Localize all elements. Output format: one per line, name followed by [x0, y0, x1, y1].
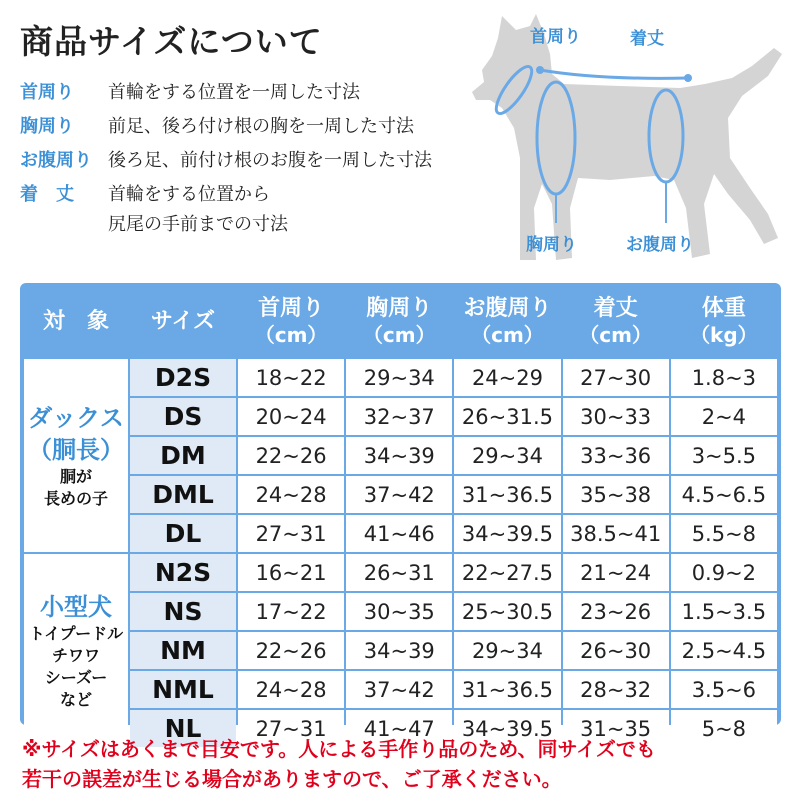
disclaimer-note	[22, 734, 792, 794]
dog-label-neck: 首周り	[530, 27, 581, 47]
weight-cell: 4.5~6.5	[671, 476, 777, 513]
definition-chest	[20, 112, 490, 142]
size-cell: NL	[130, 710, 236, 747]
chest-cell: 34~39	[346, 437, 452, 474]
weight-cell: 3.5~6	[671, 671, 777, 708]
table-header-row	[24, 287, 777, 357]
group-subtitle: シーズー	[44, 667, 108, 687]
chest-cell: 37~42	[346, 671, 452, 708]
weight-cell: 2~4	[671, 398, 777, 435]
size-cell: D2S	[130, 359, 236, 396]
length-cell: 21~24	[563, 554, 669, 591]
header-label: 首周り	[258, 296, 325, 321]
weight-cell: 5.5~8	[671, 515, 777, 552]
header-chest	[346, 287, 452, 357]
size-table-wrapper	[20, 283, 781, 743]
weight-cell: 3~5.5	[671, 437, 777, 474]
neck-cell: 24~28	[238, 476, 344, 513]
length-cell: 28~32	[563, 671, 669, 708]
table-row	[24, 632, 777, 669]
definition-belly	[20, 146, 490, 176]
belly-cell: 34~39.5	[454, 515, 560, 552]
weight-cell: 1.8~3	[671, 359, 777, 396]
table-row	[24, 671, 777, 708]
weight-cell: 0.9~2	[671, 554, 777, 591]
length-cell: 26~30	[563, 632, 669, 669]
group-subtitle: 胴が	[59, 466, 92, 486]
note-line: ※サイズはあくまで目安です。人による手作り品のため、同サイズでも	[22, 737, 656, 761]
chest-cell: 26~31	[346, 554, 452, 591]
definition-line: 前足、後ろ付け根の胸を一周した寸法	[108, 116, 414, 137]
table-row	[24, 593, 777, 630]
definition-text	[108, 78, 360, 108]
neck-cell: 20~24	[238, 398, 344, 435]
chest-cell: 37~42	[346, 476, 452, 513]
header-unit: （kg）	[690, 323, 758, 347]
length-cell: 27~30	[563, 359, 669, 396]
size-cell: N2S	[130, 554, 236, 591]
belly-cell: 31~36.5	[454, 671, 560, 708]
chest-cell: 30~35	[346, 593, 452, 630]
length-cell: 30~33	[563, 398, 669, 435]
chest-cell: 29~34	[346, 359, 452, 396]
table-row	[24, 554, 777, 591]
group-subtitle: トイプードル	[28, 623, 124, 643]
belly-cell: 24~29	[454, 359, 560, 396]
length-cell: 33~36	[563, 437, 669, 474]
table-row	[24, 476, 777, 513]
definition-line: 後ろ足、前付け根のお腹を一周した寸法	[108, 150, 432, 171]
header-neck	[238, 287, 344, 357]
header-size: サイズ	[130, 287, 236, 357]
definition-text	[108, 180, 288, 240]
size-cell: NS	[130, 593, 236, 630]
header-unit: （cm）	[471, 323, 544, 347]
table-row	[24, 515, 777, 552]
belly-cell: 25~30.5	[454, 593, 560, 630]
table-row	[24, 398, 777, 435]
group-small-dog	[24, 554, 128, 747]
weight-cell: 1.5~3.5	[671, 593, 777, 630]
dog-illustration	[470, 8, 790, 273]
length-cell: 38.5~41	[563, 515, 669, 552]
definition-text	[108, 146, 432, 176]
table-row	[24, 359, 777, 396]
definition-text	[108, 112, 414, 142]
size-cell: NM	[130, 632, 236, 669]
page-title: 商品サイズについて	[20, 22, 323, 61]
chest-cell: 41~47	[346, 710, 452, 747]
header-label: 着丈	[593, 296, 638, 321]
belly-cell: 26~31.5	[454, 398, 560, 435]
neck-cell: 27~31	[238, 710, 344, 747]
weight-cell: 2.5~4.5	[671, 632, 777, 669]
header-label: 体重	[701, 296, 746, 321]
header-label: 胸周り	[366, 296, 433, 321]
size-cell: DS	[130, 398, 236, 435]
size-cell: DL	[130, 515, 236, 552]
header-target: 対 象	[24, 287, 128, 357]
weight-cell: 5~8	[671, 710, 777, 747]
size-table	[22, 285, 779, 749]
definition-term: 首周り	[20, 82, 74, 103]
header-length	[563, 287, 669, 357]
header-weight	[671, 287, 777, 357]
neck-cell: 27~31	[238, 515, 344, 552]
header-unit: （cm）	[362, 323, 436, 347]
chest-cell: 34~39	[346, 632, 452, 669]
definition-term: 胸周り	[20, 116, 74, 137]
definition-neck	[20, 78, 490, 108]
size-cell: DM	[130, 437, 236, 474]
size-cell: NML	[130, 671, 236, 708]
length-cell: 23~26	[563, 593, 669, 630]
group-subtitle: 長めの子	[43, 488, 108, 508]
dog-label-belly: お腹周り	[626, 235, 694, 255]
chest-cell: 41~46	[346, 515, 452, 552]
neck-cell: 17~22	[238, 593, 344, 630]
length-cell: 31~35	[563, 710, 669, 747]
dog-label-chest: 胸周り	[526, 235, 577, 255]
length-cell: 35~38	[563, 476, 669, 513]
belly-cell: 34~39.5	[454, 710, 560, 747]
neck-cell: 22~26	[238, 632, 344, 669]
group-subtitle: など	[59, 689, 92, 709]
definition-list	[20, 78, 490, 244]
group-subtitle: チワワ	[51, 645, 100, 665]
definition-term: お腹周り	[20, 150, 92, 171]
belly-cell: 29~34	[454, 632, 560, 669]
dog-label-length: 着丈	[630, 29, 664, 49]
size-cell: DML	[130, 476, 236, 513]
neck-cell: 22~26	[238, 437, 344, 474]
belly-cell: 29~34	[454, 437, 560, 474]
group-dachshund	[24, 359, 128, 552]
definition-length	[20, 180, 490, 240]
group-name: 小型犬	[40, 592, 112, 621]
belly-cell: 22~27.5	[454, 554, 560, 591]
header-unit: （cm）	[579, 323, 652, 347]
chest-cell: 32~37	[346, 398, 452, 435]
neck-cell: 24~28	[238, 671, 344, 708]
group-name: ダックス	[28, 403, 124, 432]
neck-cell: 18~22	[238, 359, 344, 396]
definition-line: 首輪をする位置を一周した寸法	[108, 82, 360, 103]
belly-cell: 31~36.5	[454, 476, 560, 513]
header-unit: （cm）	[254, 323, 328, 347]
definition-term: 着 丈	[20, 184, 74, 205]
group-name: （胴長）	[28, 435, 124, 464]
definition-line: 首輪をする位置から	[108, 184, 270, 205]
header-belly	[454, 287, 560, 357]
definition-line: 尻尾の手前までの寸法	[108, 214, 288, 235]
table-row	[24, 437, 777, 474]
header-label: お腹周り	[463, 296, 552, 321]
note-line: 若干の誤差が生じる場合がありますので、ご了承ください。	[22, 767, 562, 791]
neck-cell: 16~21	[238, 554, 344, 591]
